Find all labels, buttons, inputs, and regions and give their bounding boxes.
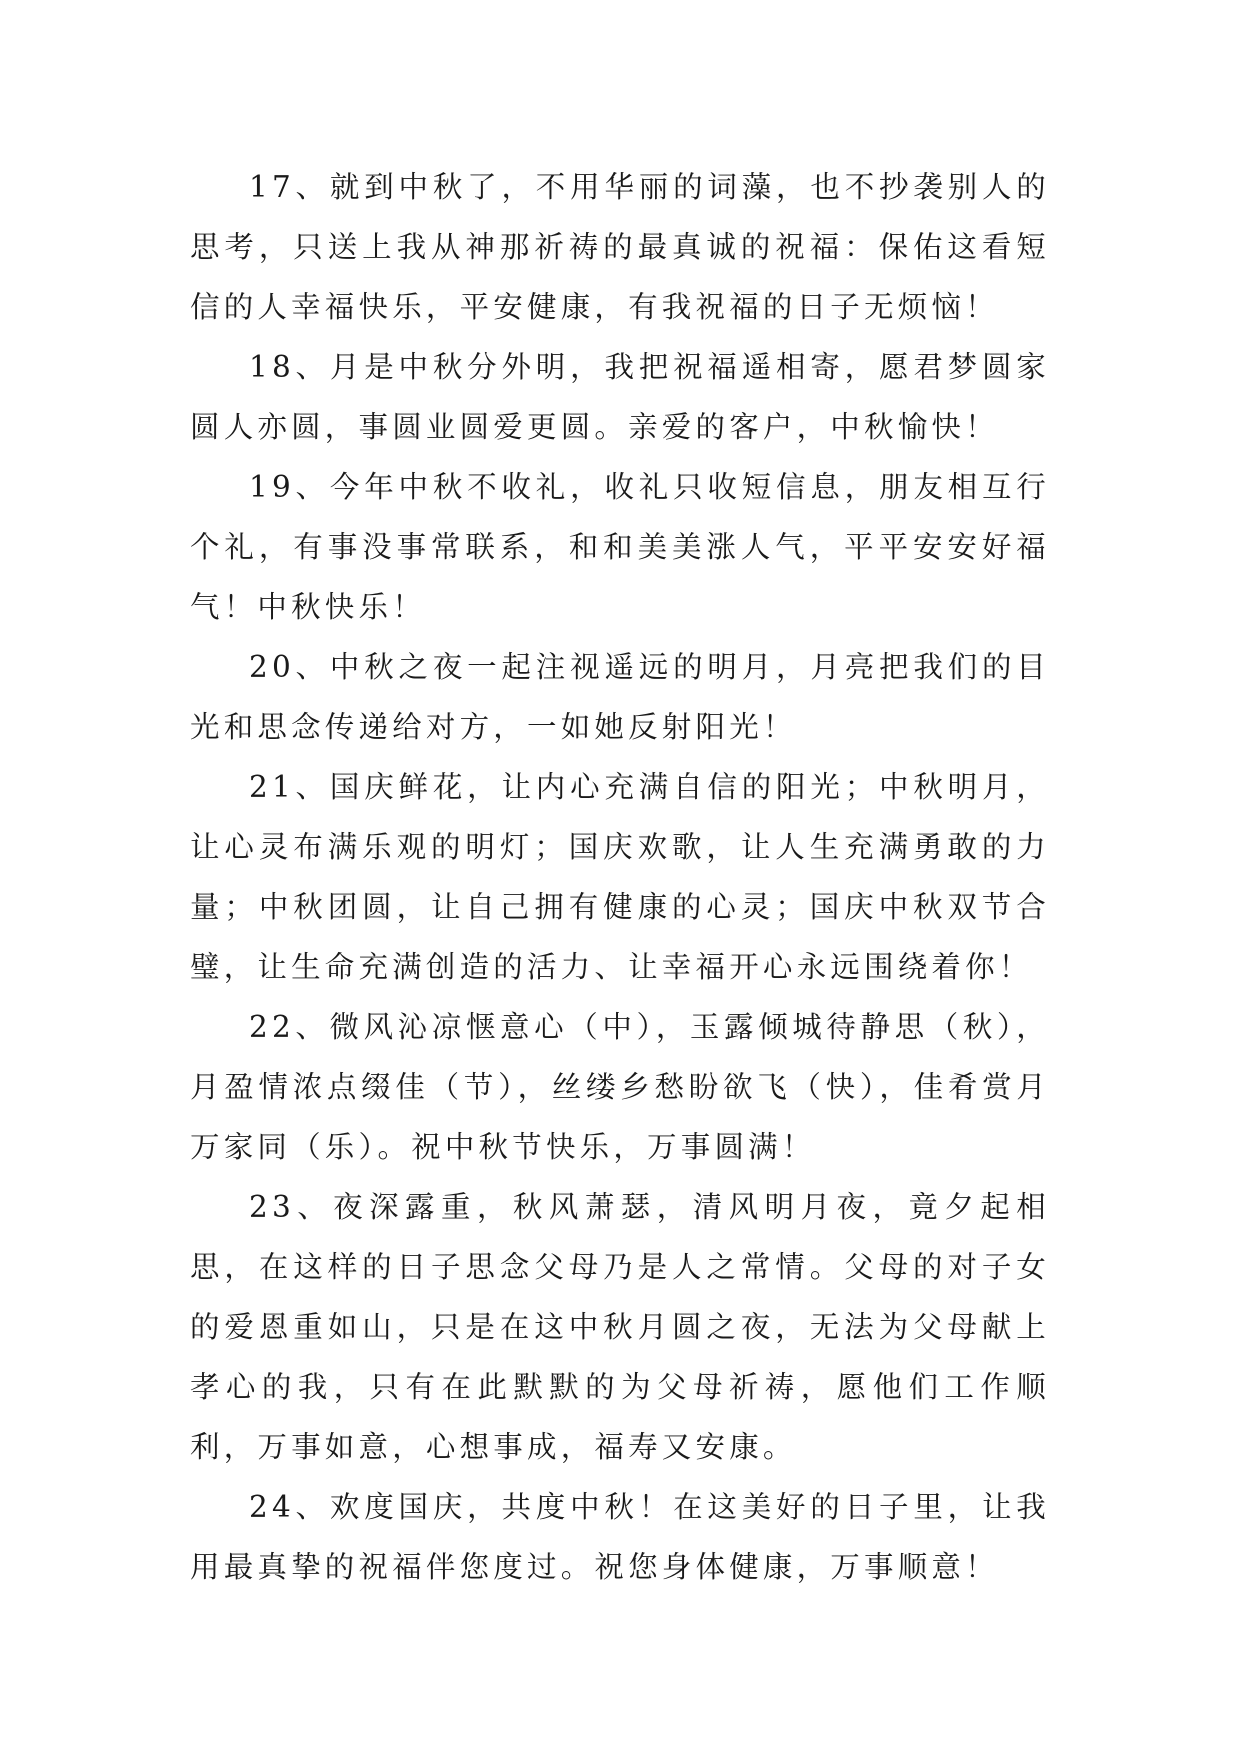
document-body: [190, 157, 1050, 1597]
paragraph-24: 24、欢度国庆，共度中秋！在这美好的日子里，让我用最真挚的祝福伴您度过。祝您身体健康，万事顺意！: [190, 1490, 1050, 1584]
paragraph-23: 23、夜深露重，秋风萧瑟，清风明月夜，竟夕起相思，在这样的日子思念父母乃是人之常情。父母的对子女的爱恩重如山，只是在这中秋月圆之夜，无法为父母献上孝心的我，只有在此默默的为父母祈祷，愿他们工作顺利，万事如意，心想事成，福寿又安康。: [190, 1190, 1050, 1464]
paragraph-17: 17、就到中秋了，不用华丽的词藻，也不抄袭别人的思考，只送上我从神那祈祷的最真诚的祝福：保佑这看短信的人幸福快乐，平安健康，有我祝福的日子无烦恼！: [190, 170, 1050, 324]
paragraph-19: 19、今年中秋不收礼，收礼只收短信息，朋友相互行个礼，有事没事常联系，和和美美涨人气，平平安安好福气！中秋快乐！: [190, 470, 1050, 624]
paragraph-18: 18、月是中秋分外明，我把祝福遥相寄，愿君梦圆家圆人亦圆，事圆业圆爱更圆。亲爱的客户，中秋愉快！: [190, 350, 1050, 444]
paragraph-20: 20、中秋之夜一起注视遥远的明月，月亮把我们的目光和思念传递给对方，一如她反射阳光！: [190, 650, 1050, 744]
paragraph-21: 21、国庆鲜花，让内心充满自信的阳光；中秋明月，让心灵布满乐观的明灯；国庆欢歌，让人生充满勇敢的力量；中秋团圆，让自己拥有健康的心灵；国庆中秋双节合璧，让生命充满创造的活力、让幸福开心永远围绕着你！: [190, 770, 1050, 984]
paragraph-22: 22、微风沁凉惬意心（中），玉露倾城待静思（秋），月盈情浓点缀佳（节），丝缕乡愁盼欲飞（快），佳肴赏月万家同（乐）。祝中秋节快乐，万事圆满！: [190, 1010, 1050, 1164]
